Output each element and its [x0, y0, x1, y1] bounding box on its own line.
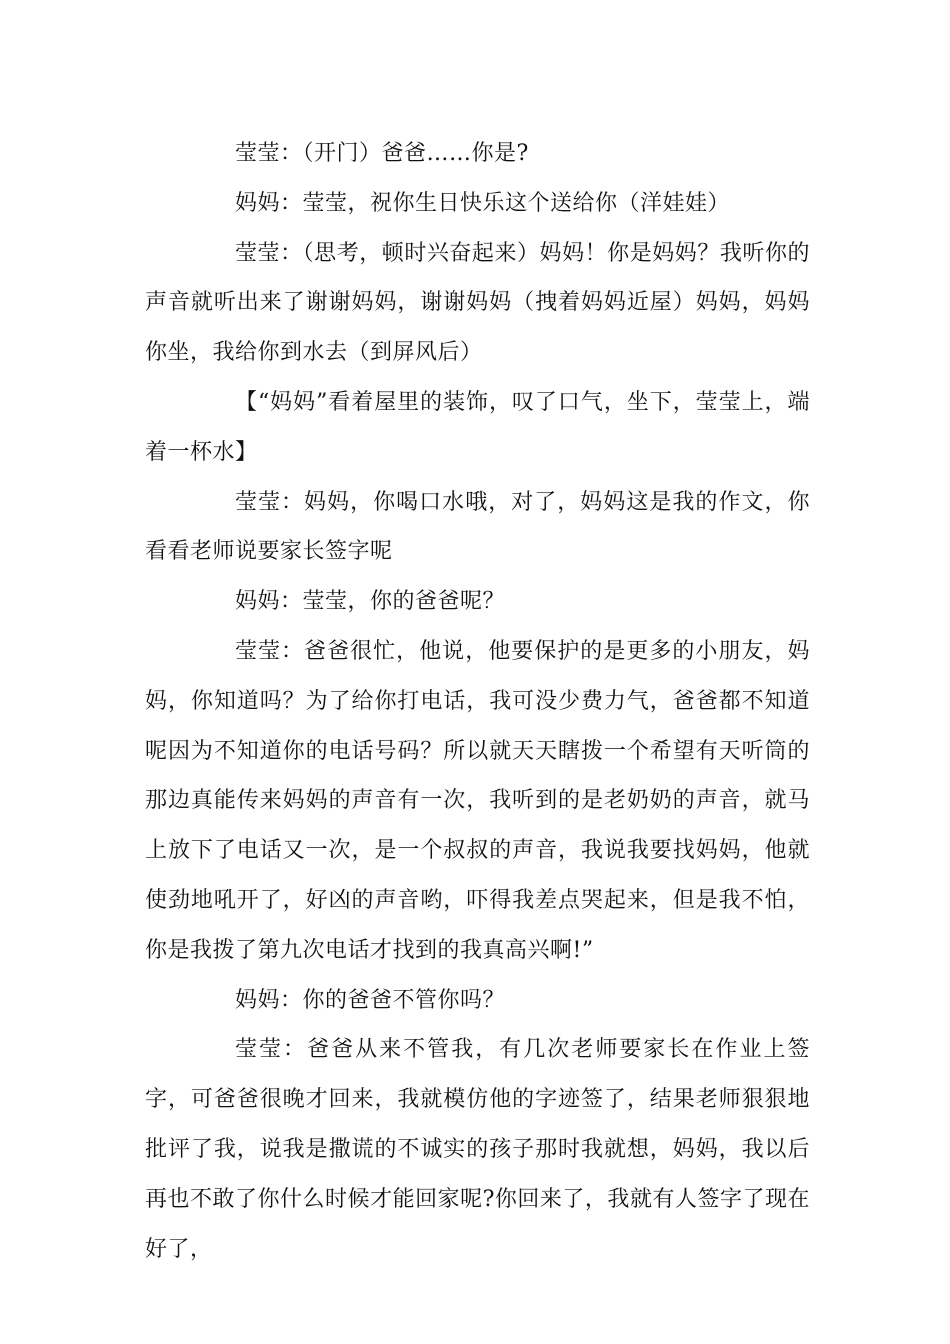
paragraph-5: 莹莹：妈妈，你喝口水哦，对了，妈妈这是我的作文，你看看老师说要家长签字呢: [145, 489, 810, 565]
paragraph-4: 【“妈妈”看着屋里的装饰，叹了口气，坐下，莹莹上，端着一杯水】: [145, 389, 810, 465]
paragraph-7: 莹莹：爸爸很忙，他说，他要保护的是更多的小朋友，妈妈，你知道吗？为了给你打电话，我可没少费力气，爸爸都不知道呢因为不知道你的电话号码？所以就天天瞎拨一个希望有天听筒的那边真能传来妈妈的声音有一次，我听到的是老奶奶的声音，就马上放下了电话又一次，是一个叔叔的声音，我说我要找妈妈，他就使劲地吼开了，好凶的声音哟，吓得我差点哭起来，但是我不怕，你是我拨了第九次电话才找到的我真高兴啊!”: [145, 638, 810, 963]
paragraph-9: 莹莹：爸爸从来不管我，有几次老师要家长在作业上签字，可爸爸很晚才回来，我就模仿他的字迹签了，结果老师狠狠地批评了我，说我是撒谎的不诚实的孩子那时我就想，妈妈，我以后再也不敢了你什么时候才能回家呢?你回来了，我就有人签字了现在好了，: [145, 1037, 810, 1262]
paragraph-8: 妈妈：你的爸爸不管你吗？: [235, 987, 506, 1013]
paragraph-3: 莹莹：（思考，顿时兴奋起来）妈妈！你是妈妈？我听你的声音就听出来了谢谢妈妈，谢谢妈妈（拽着妈妈近屋）妈妈，妈妈你坐，我给你到水去（到屏风后）: [145, 240, 810, 366]
paragraph-6: 妈妈：莹莹，你的爸爸呢？: [235, 589, 506, 615]
paragraph-1: 莹莹：（开门）爸爸……你是?: [235, 141, 529, 166]
document-body: [145, 129, 810, 1274]
paragraph-2: 妈妈：莹莹，祝你生日快乐这个送给你（洋娃娃）: [235, 190, 731, 216]
